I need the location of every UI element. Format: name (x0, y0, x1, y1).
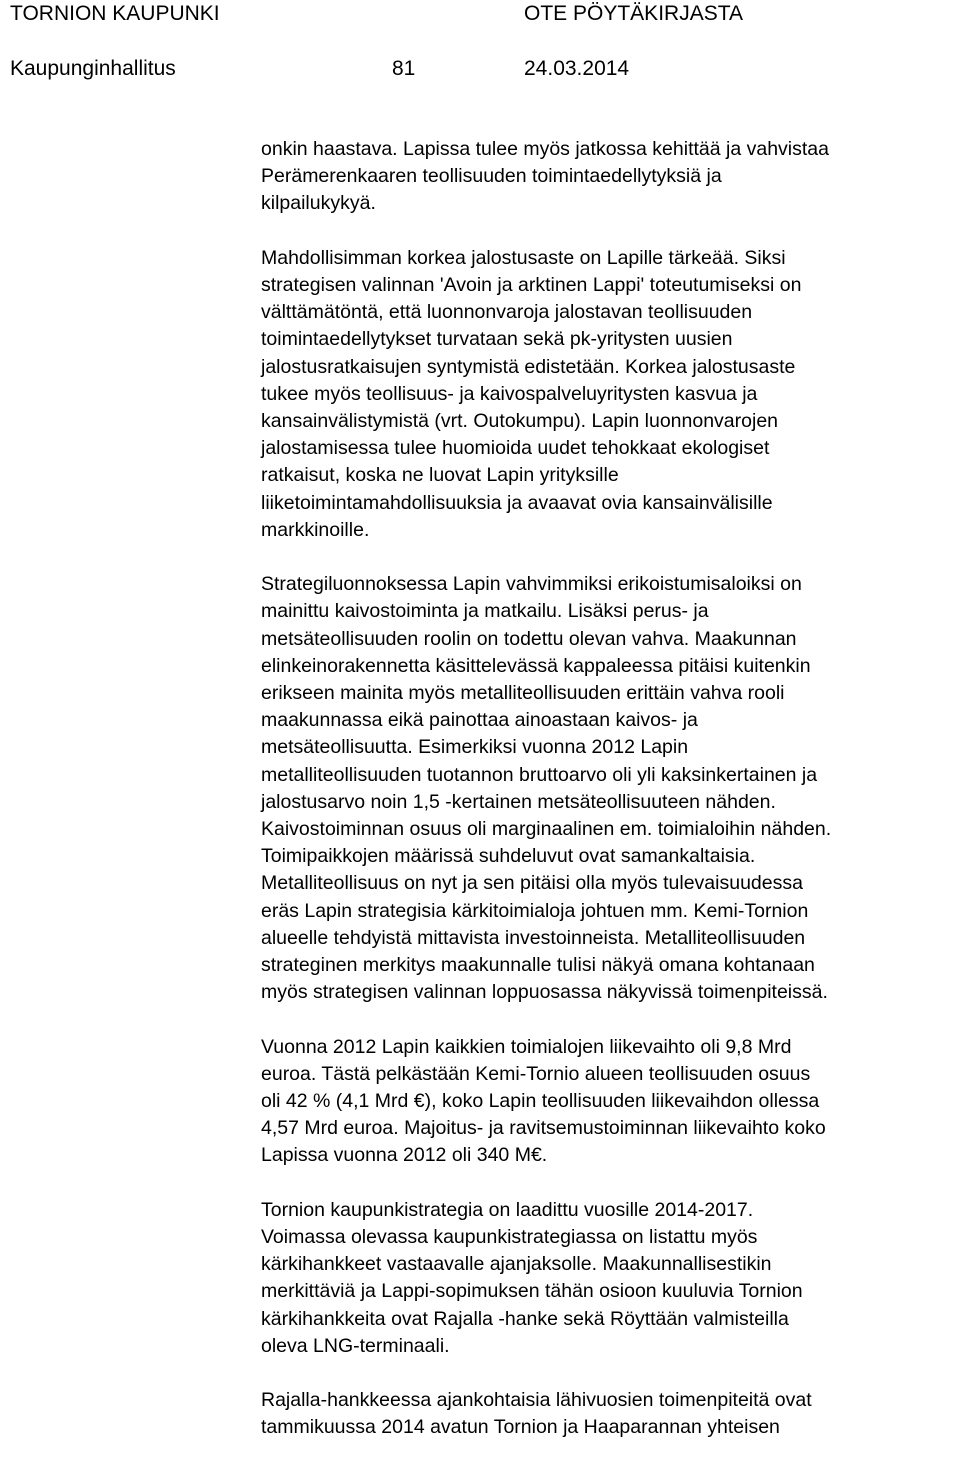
text-line: myös strategisen valinnan loppuosassa näkyvissä toimenpiteissä. (261, 981, 828, 1004)
text-line: metalliteollisuuden tuotannon bruttoarvo oli yli kaksinkertainen ja (261, 763, 818, 786)
text-line: tammikuussa 2014 avatun Tornion ja Haaparannan yhteisen (261, 1416, 780, 1439)
text-line: Voimassa olevassa kaupunkistrategiassa on listattu myös (261, 1226, 758, 1249)
text-line: jalostusratkaisujen syntymistä edistetään. Korkea jalostusaste (261, 355, 796, 378)
text-line: erikseen mainita myös metalliteollisuuden erittäin vahva rooli (261, 682, 785, 705)
text-line: kärkihankkeita ovat Rajalla -hanke sekä Röyttään valmisteilla (261, 1307, 789, 1330)
text-line: metsäteollisuuden roolin on todettu olevan vahva. Maakunnan (261, 627, 797, 650)
document-body (261, 136, 957, 1469)
text-line: toimintaedellytykset turvataan sekä pk-yritysten uusien (261, 328, 733, 351)
text-line: onkin haastava. Lapissa tulee myös jatkossa kehittää ja vahvistaa (261, 138, 829, 160)
text-line: Mahdollisimman korkea jalostusaste on Lapille tärkeää. Siksi (261, 246, 786, 269)
text-line: jalostusarvo noin 1,5 -kertainen metsäteollisuuteen nähden. (261, 790, 776, 813)
document-type: OTE PÖYTÄKIRJASTA (524, 2, 743, 25)
paragraph (261, 1034, 957, 1170)
text-line: 4,57 Mrd euroa. Majoitus- ja ravitsemustoiminnan liikevaihto koko (261, 1117, 826, 1140)
text-line: merkittäviä ja Lappi-sopimuksen tähän osioon kuuluvia Tornion (261, 1280, 803, 1303)
text-line: elinkeinorakennetta käsittelevässä kappaleessa pitäisi kuitenkin (261, 654, 811, 677)
paragraph (261, 1387, 957, 1441)
text-line: oleva LNG-terminaali. (261, 1334, 450, 1357)
text-line: Lapissa vuonna 2012 oli 340 M€. (261, 1144, 548, 1167)
text-line: alueelle tehdyistä mittavista investoinneista. Metalliteollisuuden (261, 926, 806, 949)
text-line: strategisen valinnan 'Avoin ja arktinen Lappi' toteutumiseksi on (261, 274, 802, 296)
text-line: Rajalla-hankkeessa ajankohtaisia lähivuosien toimenpiteitä ovat (261, 1389, 812, 1412)
text-line: ratkaisut, koska ne luovat Lapin yrityksille (261, 464, 619, 487)
text-line: Metalliteollisuus on nyt ja sen pitäisi olla myös tulevaisuudessa (261, 872, 803, 895)
meeting-date: 24.03.2014 (524, 57, 630, 80)
text-line: Perämerenkaaren teollisuuden toimintaedellytyksiä ja (261, 165, 722, 188)
text-line: eräs Lapin strategisia kärkitoimialoja johtuen mm. Kemi-Tornion (261, 899, 809, 922)
text-line: strateginen merkitys maakunnalle tulisi näkyä omana kohtanaan (261, 954, 815, 977)
text-line: kärkihankkeet vastaavalle ajanjaksolle. Maakunnallisestikin (261, 1253, 772, 1276)
text-line: Strategiluonnoksessa Lapin vahvimmiksi erikoistumisaloiksi on (261, 573, 802, 596)
text-line: Vuonna 2012 Lapin kaikkien toimialojen liikevaihto oli 9,8 Mrd (261, 1035, 792, 1058)
text-line: liiketoimintamahdollisuuksia ja avaavat ovia kansainvälisille (261, 491, 773, 514)
text-line: Kaivostoiminnan osuus oli marginaalinen em. toimialoihin nähden. (261, 818, 832, 841)
text-line: euroa. Tästä pelkästään Kemi-Tornio alueen teollisuuden osuus (261, 1062, 811, 1085)
paragraph (261, 245, 957, 544)
organization-name: TORNION KAUPUNKI (10, 2, 220, 25)
text-line: välttämätöntä, että luonnonvaroja jalostavan teollisuuden (261, 301, 753, 324)
text-line: kansainvälistymistä (vrt. Outokumpu). Lapin luonnonvarojen (261, 410, 779, 433)
paragraph (261, 571, 957, 1006)
text-line: metsäteollisuutta. Esimerkiksi vuonna 2012 Lapin (261, 736, 689, 759)
text-line: mainittu kaivostoiminta ja matkailu. Lisäksi perus- ja (261, 600, 709, 623)
paragraph (261, 1197, 957, 1360)
paragraph (261, 136, 957, 218)
text-line: kilpailukykyä. (261, 192, 376, 215)
text-line: tukee myös teollisuus- ja kaivospalveluyritysten kasvua ja (261, 382, 758, 405)
text-line: jalostamisessa tulee huomioida uudet tehokkaat ekologiset (261, 437, 770, 460)
text-line: oli 42 % (4,1 Mrd €), koko Lapin teollisuuden liikevaihdon ollessa (261, 1090, 820, 1113)
section-number: 81 (392, 57, 416, 80)
text-line: Toimipaikkojen määrissä suhdeluvut ovat samankaltaisia. (261, 845, 756, 868)
text-line: markkinoille. (261, 518, 370, 541)
text-line: Tornion kaupunkistrategia on laadittu vuosille 2014-2017. (261, 1198, 754, 1221)
governing-body: Kaupunginhallitus (10, 57, 176, 80)
text-line: maakunnassa eikä painottaa ainoastaan kaivos- ja (261, 709, 698, 732)
